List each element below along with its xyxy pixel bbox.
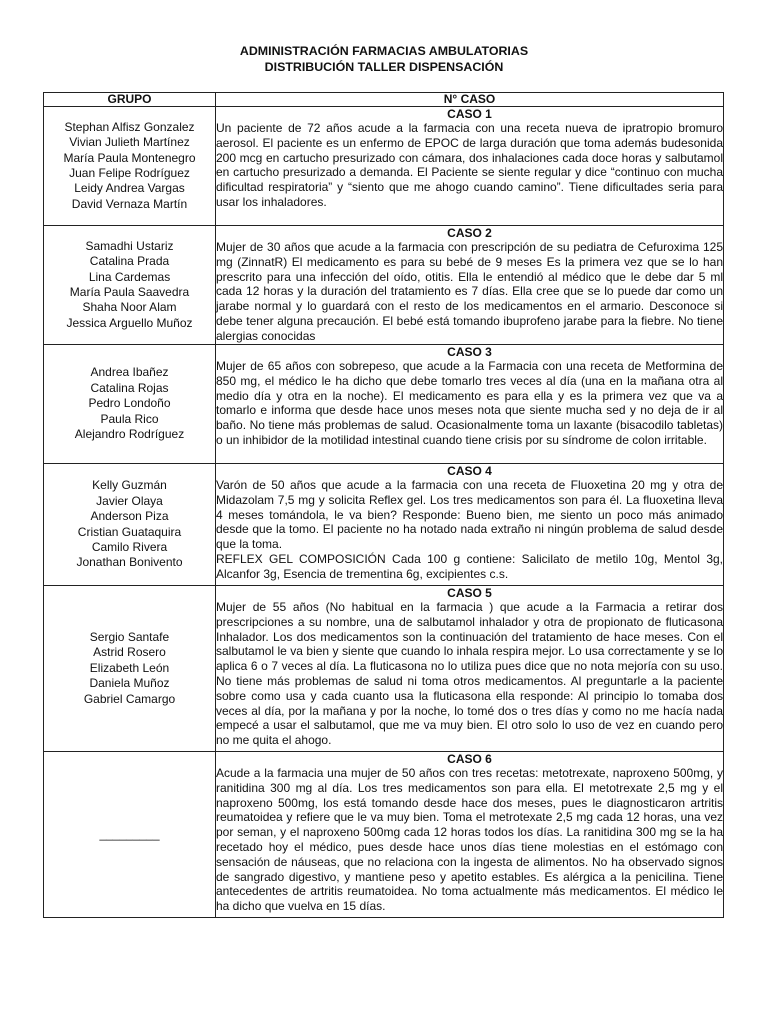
group-member: Sergio Santafe (89, 629, 170, 644)
case-cell (216, 464, 724, 586)
case-title: CASO 2 (447, 226, 492, 240)
table-row (44, 226, 724, 345)
case-title: CASO 1 (447, 107, 492, 121)
group-members-cell (44, 464, 216, 586)
group-member: Jonathan Bonivento (76, 555, 183, 570)
case-description: Varón de 50 años que acude a la farmacia con una receta de Fluoxetina 20 mg y otra de Midazolam 7,5 mg y solicita Reflex gel. Los tres medicamentos son para él. La fluoxetina lleva 4 meses tomándola, le va bien? Responde: Bueno bien, me siento un poco más animado desde que la tomo. El paciente no ha notado nada extraño ni ningún problema de salud desde que la toma. (216, 478, 723, 552)
table-header-row (44, 93, 724, 107)
group-member: Catalina Rojas (90, 380, 169, 395)
column-header-grupo: GRUPO (44, 93, 216, 107)
group-member: Javier Olaya (96, 493, 163, 508)
table-row (44, 345, 724, 464)
group-member: Camilo Rivera (91, 539, 168, 554)
group-member: Andrea Ibañez (90, 365, 169, 380)
group-member: Juan Felipe Rodríguez (69, 166, 190, 180)
group-member: Lina Cardemas (88, 269, 171, 284)
table-row (44, 464, 724, 586)
group-member: Stephan Alfisz Gonzalez (64, 119, 195, 134)
case-cell (216, 345, 724, 464)
case-description: Un paciente de 72 años acude a la farmacia con una receta nueva de ipratropio bromuro aerosol. El paciente es un enfermo de EPOC de larga duración que toma además budesonida 200 mcg en cartucho presurizado con cámara, dos inhalaciones cada doce horas y salbutamol en cartucho presurizado a demanda. El Paciente se siente regular y dice “continuo con mucha dificultad respiratoria” y “siento que me ahogo cuando camino”. Tiene dificultades seria para usar los inhaladores. (216, 121, 723, 209)
distribution-table (43, 92, 724, 918)
group-member: Pedro Londoño (88, 396, 171, 411)
case-cell (216, 752, 724, 918)
group-members-cell (44, 107, 216, 226)
group-member: Anderson Piza (90, 509, 169, 524)
group-member: Leidy Andrea Vargas (74, 181, 185, 196)
column-header-caso: N° CASO (216, 93, 724, 107)
case-cell (216, 226, 724, 345)
group-member: Jessica Arguello Muñoz (66, 315, 193, 330)
group-member: María Paula Montenegro (63, 150, 196, 165)
group-member: María Paula Saavedra (69, 285, 190, 299)
group-member: Cristian Guataquira (77, 524, 182, 539)
group-member: Kelly Guzmán (92, 478, 167, 493)
table-row (44, 752, 724, 918)
case-title: CASO 5 (447, 586, 492, 600)
group-members-cell (44, 226, 216, 345)
case-cell (216, 586, 724, 752)
document-title: ADMINISTRACIÓN FARMACIAS AMBULATORIAS (239, 44, 529, 58)
document-subtitle: DISTRIBUCIÓN TALLER DISPENSACIÓN (264, 60, 504, 74)
case-title: CASO 6 (447, 752, 492, 766)
group-member: Paula Rico (100, 411, 159, 426)
table-row (44, 107, 724, 226)
case-description: Acude a la farmacia una mujer de 50 años con tres recetas: metotrexate, naproxeno 500mg, y ranitidina 300 mg al día. Los tres medicamentos son para ella. El metotrexate 2,5 mg y el naproxeno 500mg, los está tomando desde hace dos meses, pues le diagnosticaron artritis reumatoidea y refiere que le va muy bien. Toma el metrotexate 2,5 mg cada 12 horas, una vez por seman, y el naproxeno 500mg cada 12 horas todos los días. La ranitidina 300 mg se la ha recetado hoy el médico, pues desde hace unos días tiene molestias en el estómago con sensación de náuseas, que no relaciona con la ingesta de alimentos. No ha observado signos de sangrado digestivo, y mantiene peso y apetito estables. Es alérgica a la penicilina. Tiene antecedentes de artritis reumatoidea. No toma actualmente más medicamentos. El médico le ha dicho que vuelva en 15 días. (216, 766, 723, 914)
case-description: Mujer de 30 años que acude a la farmacia con prescripción de su pediatra de Cefuroxima 125 mg (ZinnatR) El medicamento es para su bebé de 9 meses Es la primera vez que se lo han prescrito para una infección del oído, otitis. Ella le entendió al médico que le debe dar 5 ml cada 12 horas y la duración del tratamiento es 7 días. Ella cree que se lo puede dar como un jarabe normal y lo guardará con el resto de los medicamentos en el armario. Desconoce si debe tener alguna precaución. El bebé está tomando ibuprofeno jarabe para la fiebre. No tiene alergias conocidas (216, 240, 723, 343)
case-description: Mujer de 55 años (No habitual en la farmacia ) que acude a la Farmacia a retirar dos prescripciones a su nombre, una de salbutamol inhalador y otra de propionato de fluticasona Inhalador. Los dos medicamentos son la continuación del tratamiento de hace meses. Con el salbutamol le va bien y siente que cuando lo inhala respira mejor. Lo usa correctamente y se lo aplica 6 o 7 veces al día. La fluticasona no lo utiliza pues dice que no nota mejoría con su uso. No tiene más problemas de salud ni toma otros medicamentos. Al preguntarle a la paciente sobre como usa y cada cuanto usa la fluticasona ella responde: Al principio lo tomaba dos veces al día, por la mañana y por la noche, lo tomé dos o tres días y como no me hacía nada empecé a usar el salbutamol, que me va muy bien. El otro solo lo uso de vez en cuando pero no me quita el ahogo. (216, 600, 723, 748)
group-member: Shaha Noor Alam (82, 300, 177, 315)
group-member: Elizabeth León (89, 660, 170, 675)
case-title: CASO 4 (447, 464, 492, 478)
group-member: Daniela Muñoz (89, 676, 170, 691)
group-members-cell (44, 345, 216, 464)
table-row (44, 586, 724, 752)
case-cell (216, 107, 724, 226)
group-member: Alejandro Rodríguez (74, 427, 185, 442)
case-description: Mujer de 65 años con sobrepeso, que acude a la Farmacia con una receta de Metformina de 850 mg, el médico le ha dicho que debe tomarlo tres veces al día (una en la mañana otra al medio día y otra en la noche). El medicamento es para ella y es la primera vez que va a tomarlo e informa que desde hace unos meses nota que siente mucha sed y no deja de ir al baño. No tiene más problemas de salud. Ocasionalmente toma un laxante (bisacodilo tabletas) o un inhibidor de la motilidad intestinal cuando tiene crisis por su síndrome de colon irritable. (216, 359, 723, 447)
group-member: Gabriel Camargo (83, 691, 176, 706)
group-member: David Vernaza Martín (71, 196, 188, 211)
case-title: CASO 3 (447, 345, 492, 359)
group-member: Catalina Prada (89, 254, 170, 269)
group-member: Astrid Rosero (93, 645, 166, 660)
group-members-cell (44, 752, 216, 918)
group-member: Vivian Julieth Martínez (69, 135, 190, 150)
group-placeholder-blank: _________ (99, 826, 160, 841)
group-member: Samadhi Ustariz (85, 238, 174, 253)
case-composition-note: REFLEX GEL COMPOSICIÓN Cada 100 g contiene: Salicilato de metilo 10g, Mentol 3g, Alcanfor 3g, Esencia de trementina 6g, excipientes c.s. (216, 551, 723, 581)
group-members-cell (44, 586, 216, 752)
